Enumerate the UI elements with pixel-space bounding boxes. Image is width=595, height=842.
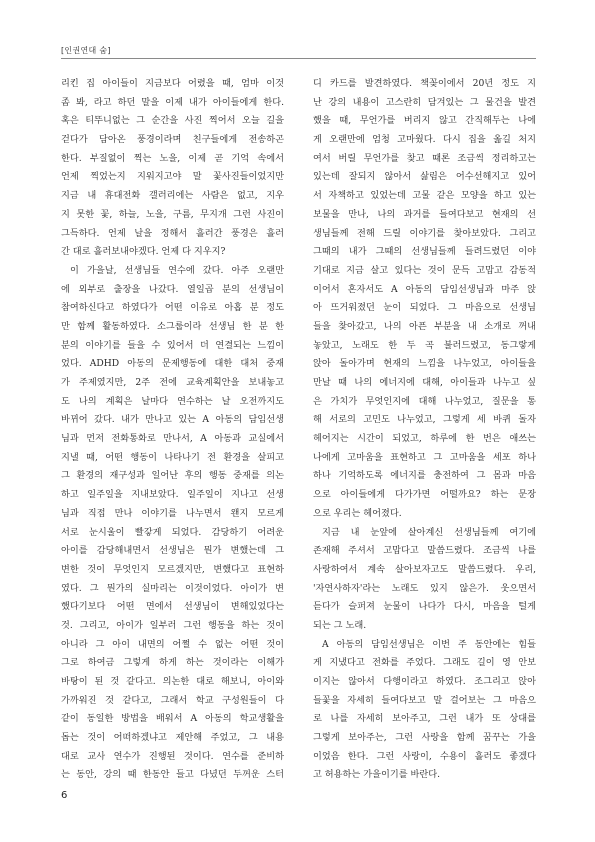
text-line: 대로 교사 연수가 진행된 것이다. 연수를 준비하: [61, 750, 284, 762]
text-line: 같이 동일한 방법을 배워서 A 아동의 학교생활을: [61, 713, 284, 725]
text-line: 언제 찍었는지 지워지고야 말 꽃사진들이었지만: [61, 171, 284, 183]
text-line: 하고 일주일을 지내보았다. 일주일이 지나고 선생: [61, 489, 284, 501]
text-line: 가까워진 것 같다고, 그래서 학교 구성원들이 다: [61, 694, 284, 706]
text-line: 였다. 그 뭔가의 실마리는 이것이었다. 아이가 변: [61, 582, 284, 594]
text-line: 게 지냈다고 전화를 주었다. 그래도 길이 영 안보: [313, 657, 536, 669]
text-line: 서로 눈시울이 빨갛게 되었다. 감당하기 어려운: [61, 526, 284, 538]
text-line: 님과 직접 만나 이야기를 나누면서 왠지 모르게: [61, 507, 284, 519]
text-line: 로 나를 자세히 보아주고, 그런 내가 또 상대를: [313, 713, 536, 725]
text-line: 이어서 혼자서도 A 아동의 담임선생님과 마주 앉: [313, 283, 536, 295]
text-line: 좀 봐, 라고 하던 말을 이제 내가 아이들에게 한다.: [61, 96, 284, 108]
text-line: 그득하다. 언제 날을 정해서 흘러간 풍경은 흘러: [61, 227, 284, 239]
text-line: 으로 아이들에게 다가가면 어떨까요? 하는 문장: [313, 489, 536, 501]
text-line: 앉아 돌아가며 현재의 느낌을 나누었고, 아이들을: [313, 358, 536, 370]
text-line: 아 뜨거워졌던 눈이 되었다. 그 마음으로 선생님: [313, 302, 536, 314]
text-line: 난 강의 내용이 고스란히 담겨있는 그 물건을 발견: [313, 96, 536, 108]
text-line: 었다. ADHD 아동의 문제행동에 대한 대처 중재: [61, 358, 284, 370]
text-line: 참여하신다고 하였다가 어떤 이유로 아홉 분 정도: [61, 302, 284, 314]
text-line: 지낼 때, 어떤 행동이 나타나기 전 환경을 살피고: [61, 451, 284, 463]
text-line: 해 서로의 고민도 나누었고, 그렇게 세 바퀴 돌자: [313, 414, 536, 426]
text-line: 되는 그 노래.: [313, 619, 367, 631]
running-header: [인권연대 숨]: [61, 46, 111, 55]
text-line: 존재해 주셔서 고맙다고 말씀드렸다. 조금씩 나를: [313, 545, 536, 557]
text-line: 있는데 잘되지 않아서 삶림은 어수선해지고 있어: [313, 171, 536, 183]
right-text-column: [313, 75, 536, 785]
text-line: 디 카드를 발견하였다. 책꽂이에서 20년 정도 지: [313, 78, 536, 89]
text-line: 이 가을날, 선생님들 연수에 갔다. 아주 오랜만: [70, 264, 284, 276]
text-line: 게 오랜만에 엄청 고마웠다. 다시 집을 옮길 처지: [313, 134, 536, 146]
text-line: 헤어지는 시간이 되었고, 하루에 한 번은 애쓰는: [313, 433, 536, 445]
text-line: 그로 하여금 그렇게 하게 하는 것이라는 이해가: [61, 657, 284, 669]
text-line: 지 못한 꽃, 하늘, 노을, 구름, 무지개 그런 사진이: [61, 208, 284, 220]
text-line: 걷다가 담아온 풍경이라며 친구들에게 전송하곤: [61, 134, 284, 146]
text-line: 나에게 고마움을 표현하고 그 고마움을 세포 하나: [313, 451, 536, 463]
text-line: 했을 때, 무언가를 버리지 않고 간직해두는 나에: [313, 115, 536, 127]
text-line: 생님들께 전해 드릴 이야기를 찾아보았다. 그리고: [313, 227, 536, 239]
text-line: 가 주제였지만, 2주 전에 교육계획안을 보내놓고: [61, 377, 284, 388]
text-line: 것. 그리고, 아이가 일부러 그런 행동을 하는 것이: [61, 619, 284, 631]
text-line: 은 가치가 무엇인지에 대해 나누었고, 질문을 통: [313, 395, 536, 407]
text-line: 여서 버릴 무언가를 찾고 때론 조금씩 정리하고는: [313, 152, 536, 164]
left-text-column: [61, 75, 284, 785]
text-line: 만날 때 나의 에너지에 대해, 아이들과 나누고 싶: [313, 377, 536, 388]
text-line: 는 동안, 강의 때 한동안 들고 다녔던 두꺼운 스터: [61, 769, 284, 781]
text-line: 보물을 만나, 나의 과거를 들여다보고 현재의 선: [313, 208, 536, 220]
text-line: A 아동의 담임선생님은 이번 주 동안에는 힘들: [322, 638, 536, 650]
text-line: 이었음 한다. 그런 사랑이, 수용이 흘러도 좋겠다: [313, 750, 536, 762]
text-line: 지금 내 눈앞에 살아계신 선생님들께 여기에: [322, 526, 536, 538]
text-line: 혹은 티뚜니없는 그 순간을 사진 찍어서 오늘 길을: [61, 115, 284, 127]
text-line: 만 함께 활동하였다. 소그룹이라 선생님 한 분 한: [61, 320, 284, 332]
text-line: 그 환경의 재구성과 일어난 후의 행동 중재를 의논: [61, 470, 284, 482]
text-line: 듣다가 슬퍼져 눈물이 나다가 다시, 마음을 털게: [313, 601, 536, 613]
text-line: '자연사하자'라는 노래도 있지 않은가. 웃으면서: [313, 582, 536, 594]
text-line: 바뀌어 갔다. 내가 만나고 있는 A 아동의 담임선생: [61, 414, 284, 426]
text-line: 이지는 않아서 다행이라고 하였다. 조그리고 앉아: [313, 676, 536, 687]
text-line: 그렇게 보아주는, 그런 사랑을 함께 꿈꾸는 가을: [313, 732, 536, 744]
text-line: 바탕이 된 것 같다고. 의논한 대로 해보니, 아이와: [61, 676, 284, 687]
text-line: 으로 우리는 헤어졌다.: [313, 507, 402, 519]
text-line: 님과 먼저 전화통화로 만나서, A 아동과 교실에서: [61, 433, 284, 445]
text-line: 간 대로 흘러보내야겠다. 언제 다 지우지?: [61, 246, 226, 258]
text-line: 기대로 지금 살고 있다는 것이 문득 고맙고 감동적: [313, 264, 536, 276]
text-line: 아이를 감당해내면서 선생님은 뭔가 변했는데 그: [61, 545, 284, 557]
text-line: 사랑하여서 계속 살아보자고도 말씀드렸다. 우리,: [313, 563, 536, 575]
text-line: 돕는 것이 어떠하겠냐고 제안해 주었고, 그 내용: [61, 732, 284, 744]
text-line: 서 자책하고 있었는데 고물 같은 모양을 하고 있는: [313, 190, 536, 202]
text-line: 고 허용하는 가을이기를 바란다.: [313, 769, 441, 781]
text-line: 지금 내 휴대전화 갤러리에는 사람은 없고, 지우: [61, 190, 284, 202]
text-line: 들을 찾아갔고, 나의 아픈 부분을 내 소개로 꺼내: [313, 320, 536, 332]
text-line: 한다. 부질없이 찍는 노을, 이제 곧 기억 속에서: [61, 152, 284, 164]
text-line: 들꽃을 자세히 들여다보고 말 걸어보는 그 마음으: [313, 694, 536, 706]
page-number: 6: [61, 790, 68, 801]
text-line: 도 나의 계획은 날마다 연수하는 날 오전까지도: [61, 395, 284, 407]
text-line: 하나 기억하도록 에너지를 충전하여 그 몸과 마음: [313, 470, 536, 482]
text-line: 했다기보다 어떤 면에서 선생님이 변해있었다는: [61, 601, 284, 613]
text-line: 그때의 내가 그때의 선생님들께 들려드렸던 이야: [313, 246, 536, 258]
text-line: 에 외부로 출장을 나갔다. 열일곱 분의 선생님이: [61, 283, 284, 295]
text-line: 분의 이야기를 들을 수 있어서 더 연결되는 느낌이: [61, 339, 284, 351]
text-line: 변한 것이 무엇인지 모르겠지만, 변했다고 표현하: [61, 563, 284, 575]
text-line: 놓았고, 노래도 한 두 곡 불러드렸고, 동그랗게: [313, 339, 536, 351]
header-rule: [61, 58, 536, 59]
text-line: 아니라 그 아이 내면의 어쩔 수 없는 어떤 것이: [61, 638, 284, 650]
text-line: 리킨 집 아이들이 지금보다 어렸을 때, 엄마 이것: [61, 78, 284, 89]
